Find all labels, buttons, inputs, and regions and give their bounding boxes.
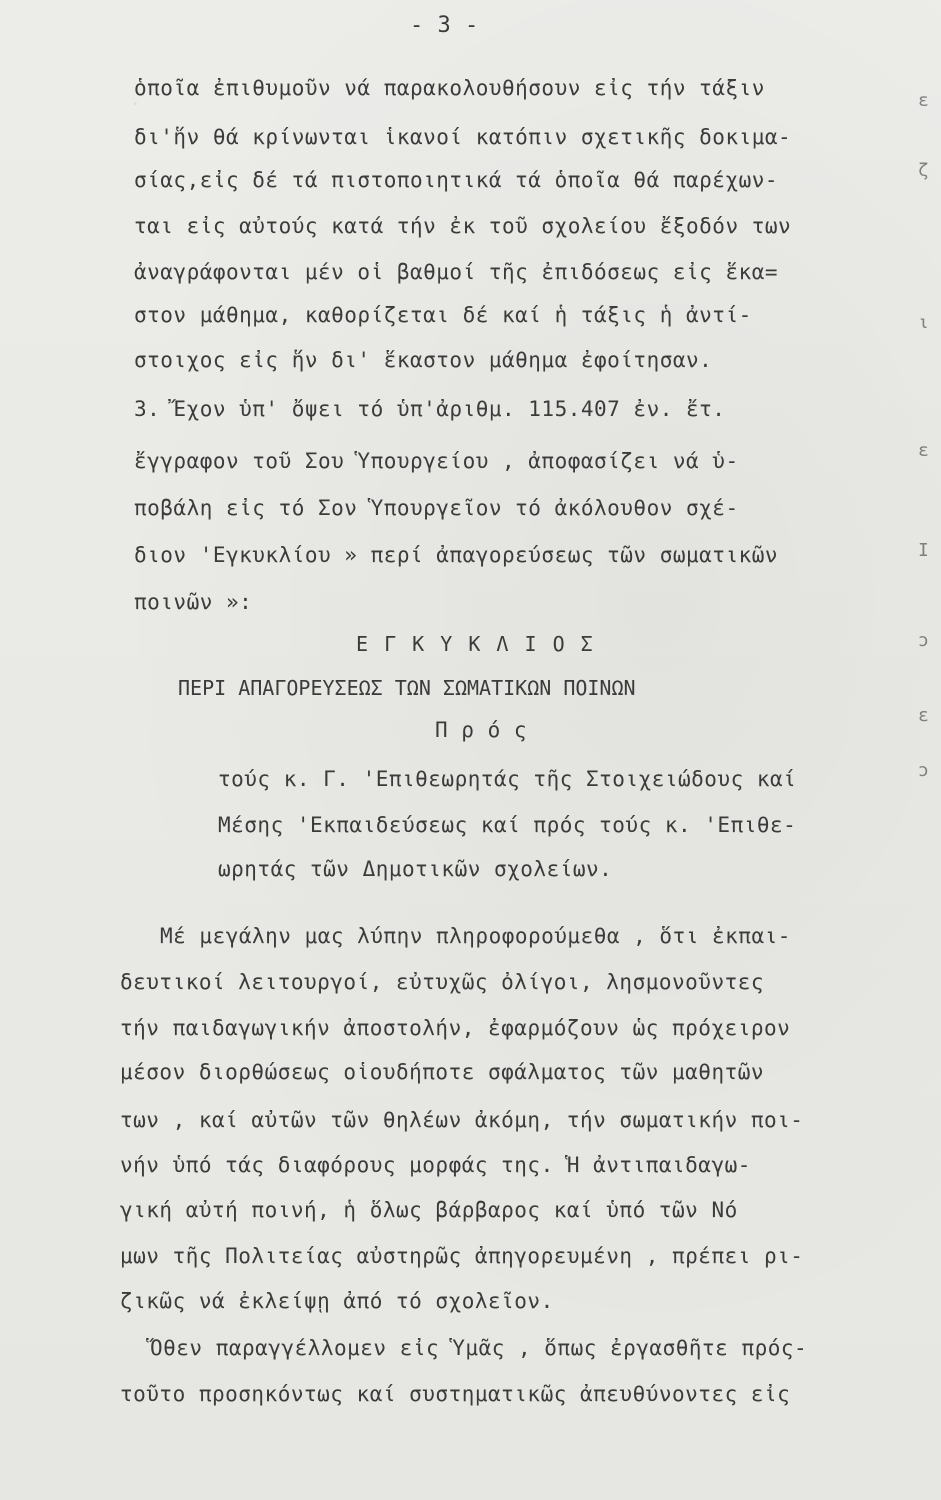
body-line: ποινῶν »: bbox=[134, 590, 253, 614]
margin-mark: ɔ bbox=[918, 760, 929, 781]
body-line: στοιχος εἰς ἥν δι' ἕκαστον μάθημα ἐφοίτησαν. bbox=[134, 348, 713, 372]
circular-text-line: τοῦτο προσηκόντως καί συστηματικῶς ἀπευθύνοντες εἰς bbox=[120, 1382, 791, 1406]
margin-mark: ι bbox=[918, 312, 929, 333]
margin-mark: ɛ bbox=[918, 705, 929, 726]
circular-to: Π ρ ό ς bbox=[435, 718, 528, 742]
margin-mark: ɔ bbox=[918, 630, 929, 651]
margin-mark: ε bbox=[918, 440, 929, 461]
margin-mark: Ι bbox=[918, 540, 929, 561]
body-line: ται εἰς αὐτούς κατά τήν ἐκ τοῦ σχολείου ἔξοδόν των bbox=[134, 214, 792, 238]
addressee-line: Μέσης 'Εκπαιδεύσεως καί πρός τούς κ. 'Επιθε- bbox=[218, 813, 797, 837]
body-line: 3. Ἔχον ὑπ' ὄψει τό ὑπ'ἀριθμ. 115.407 ἐν. ἔτ. bbox=[134, 397, 726, 421]
circular-text-line: Ὅθεν παραγγέλλομεν εἰς Ὑμᾶς , ὅπως ἐργασθῆτε πρός- bbox=[150, 1336, 808, 1360]
bleed-through-texture: · bbox=[130, 94, 142, 115]
margin-mark: ζ bbox=[918, 160, 929, 181]
circular-text-line: τήν παιδαγωγικήν ἀποστολήν, ἐφαρμόζουν ὡς πρόχειρον bbox=[120, 1016, 791, 1040]
body-line: ἀναγράφονται μέν οἱ βαθμοί τῆς ἐπιδόσεως εἰς ἕκα= bbox=[134, 260, 779, 284]
circular-text-line: μέσον διορθώσεως οἱουδήποτε σφάλματος τῶν μαθητῶν bbox=[120, 1060, 765, 1084]
body-line: ποβάλη εἰς τό Σον Ὑπουργεῖον τό ἀκόλουθον σχέ- bbox=[134, 496, 739, 520]
body-line: ἔγγραφον τοῦ Σου Ὑπουργείου , ἀποφασίζει νά ὑ- bbox=[134, 449, 739, 473]
body-line: δι'ἥν θά κρίνωνται ἱκανοί κατόπιν σχετικῆς δοκιμα- bbox=[134, 125, 792, 149]
circular-subtitle: ΠΕΡΙ ΑΠΑΓΟΡΕΥΣΕΩΣ ΤΩΝ ΣΩΜΑΤΙΚΩΝ ΠΟΙΝΩΝ bbox=[178, 676, 636, 700]
body-line: σίας,εἰς δέ τά πιστοποιητικά τά ὁποῖα θά παρέχων- bbox=[134, 168, 779, 192]
body-line: διον 'Εγκυκλίου » περί ἀπαγορεύσεως τῶν σωματικῶν bbox=[134, 543, 779, 567]
addressee-line: ωρητάς τῶν Δημοτικῶν σχολείων. bbox=[218, 857, 613, 881]
addressee-line: τούς κ. Γ. 'Επιθεωρητάς τῆς Στοιχειώδους καί bbox=[218, 767, 797, 791]
circular-text-line: Μέ μεγάλην μας λύπην πληροφορούμεθα , ὅτι ἐκπαι- bbox=[160, 924, 791, 948]
circular-text-line: ζικῶς νά ἐκλείψῃ ἀπό τό σχολεῖον. bbox=[120, 1289, 554, 1313]
circular-text-line: μων τῆς Πολιτείας αὐστηρῶς ἀπηγορευμένη , πρέπει ρι- bbox=[120, 1244, 804, 1268]
margin-mark: ε bbox=[918, 90, 929, 111]
circular-text-line: δευτικοί λειτουργοί, εὐτυχῶς ὀλίγοι, λησμονοῦντες bbox=[120, 970, 765, 994]
circular-text-line: νήν ὑπό τάς διαφόρους μορφάς της. Ἡ ἀντιπαιδαγω- bbox=[120, 1153, 751, 1177]
circular-title: Ε Γ Κ Υ Κ Λ Ι Ο Σ bbox=[356, 632, 595, 656]
body-line: στον μάθημα, καθορίζεται δέ καί ἡ τάξις ἡ ἀντί- bbox=[134, 303, 752, 327]
circular-text-line: γική αὐτή ποινή, ἡ ὅλως βάρβαρος καί ὑπό τῶν Νό bbox=[120, 1198, 738, 1222]
page-number: - 3 - bbox=[410, 13, 479, 38]
circular-text-line: των , καί αὐτῶν τῶν θηλέων ἀκόμη, τήν σωματικήν ποι- bbox=[120, 1108, 804, 1132]
body-line: ὁποῖα ἐπιθυμοῦν νά παρακολουθήσουν εἰς τήν τάξιν bbox=[134, 76, 765, 100]
